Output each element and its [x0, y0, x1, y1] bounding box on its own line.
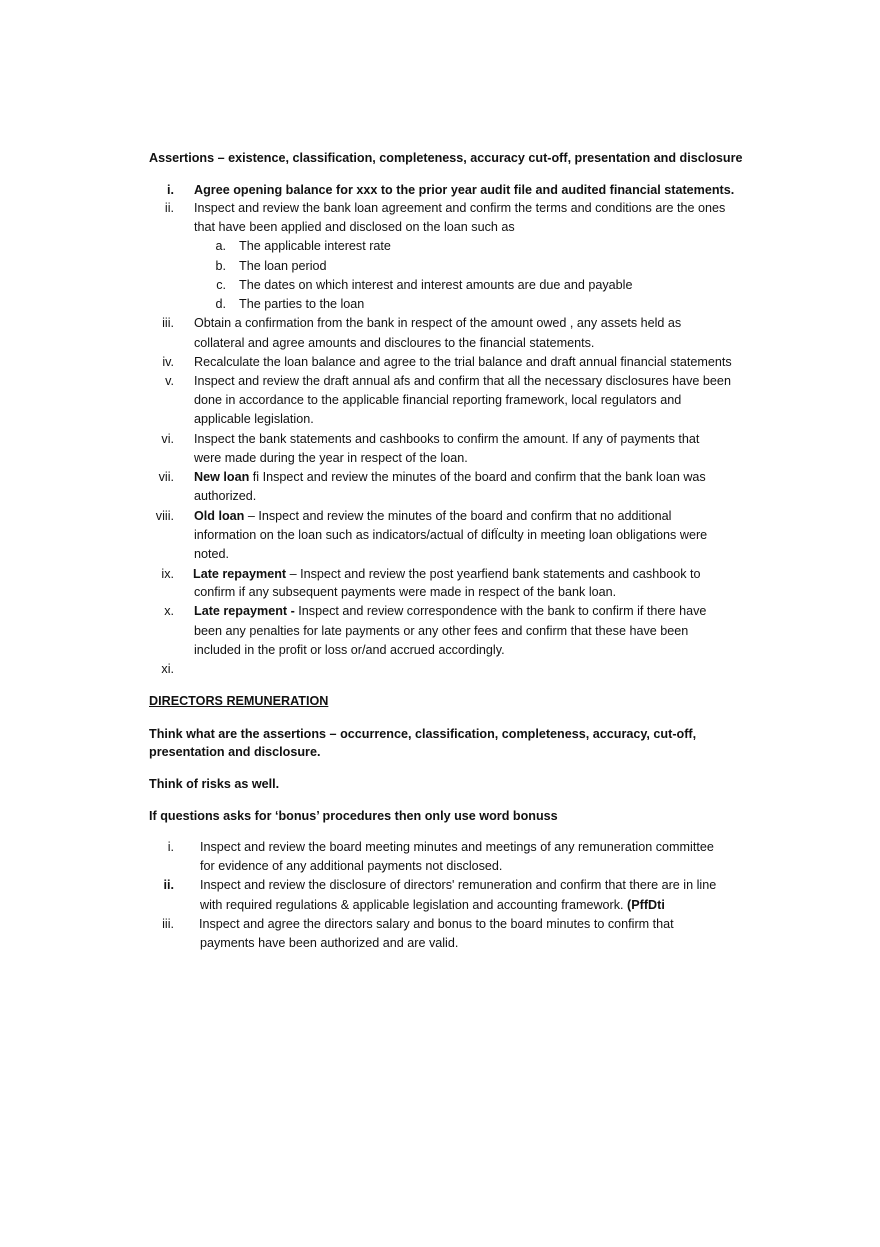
list-number: viii. [155, 509, 174, 523]
list-number: i. [167, 840, 174, 854]
list-item-lead: Old loan [194, 509, 245, 523]
list-item-text: included in the profit or loss or/and accrued accordingly. [194, 643, 505, 657]
sublist-item: The dates on which interest and interest amounts are due and payable [239, 278, 633, 292]
list-item-text: for evidence of any additional payments not disclosed. [200, 859, 503, 873]
sublist-item: The applicable interest rate [239, 239, 391, 253]
list-item-rest: ﬁ Inspect and review the minutes of the board and confirm that the bank loan was [249, 470, 706, 484]
list-item-text [194, 602, 706, 621]
list-item-text: collateral and agree amounts and discloures to the financial statements. [194, 336, 595, 350]
list-item-text: Inspect and review the bank loan agreement and confirm the terms and conditions are the ones [194, 201, 726, 215]
list-item-text: information on the loan such as indicators/actual of difÏculty in meeting loan obligations were [194, 528, 708, 542]
directors-heading: DIRECTORS REMUNERATION [149, 694, 329, 708]
bonus-note: If questions asks for ‘bonus’ procedures then only use word bonuss [149, 809, 558, 823]
list-item-text: Agree opening balance for xxx to the prior year audit file and audited financial statements. [194, 183, 735, 197]
list-item-text: payments have been authorized and are valid. [200, 936, 459, 950]
list-number: vi. [161, 432, 174, 446]
list-item-rest: – Inspect and review the post yearﬁend bank statements and cashbook to [286, 567, 701, 581]
list-item-text: Inspect and agree the directors salary and bonus to the board minutes to confirm that [199, 917, 674, 931]
list-item-text: authorized. [194, 489, 257, 503]
list-item-text [194, 507, 671, 526]
list-item-text: been any penalties for late payments or any other fees and confirm that these have been [194, 624, 689, 638]
sublist-letter: d. [215, 297, 226, 311]
list-item-text [193, 565, 701, 584]
list-number: vii. [158, 470, 174, 484]
list-number: ii. [163, 878, 174, 892]
list-item-text: noted. [194, 547, 230, 561]
list-number: iii. [162, 316, 174, 330]
think-risks: Think of risks as well. [149, 777, 280, 791]
list-item-text: were made during the year in respect of the loan. [194, 451, 468, 465]
list-number: iii. [162, 917, 174, 931]
list-item-rest: – Inspect and review the minutes of the board and confirm that no additional [244, 509, 672, 523]
think-assertions-line-1: Think what are the assertions – occurrence, classification, completeness, accuracy, cut-off, [149, 727, 697, 741]
list-number: xi. [161, 662, 174, 676]
list-number: ix. [161, 567, 174, 581]
list-number: iv. [162, 355, 174, 369]
sublist-letter: b. [215, 259, 226, 273]
list-item-text: confirm if any subsequent payments were made in respect of the bank loan. [194, 585, 617, 599]
assertions-heading: Assertions – existence, classification, completeness, accuracy cut-off, presentation and disclosure [149, 151, 743, 165]
list-number: i. [167, 183, 174, 197]
list-item-text: applicable legislation. [194, 412, 314, 426]
list-item-text: Recalculate the loan balance and agree to the trial balance and draft annual financial statements [194, 355, 732, 369]
list-item-lead: Late repayment [193, 567, 287, 581]
list-item-text: done in accordance to the applicable financial reporting framework, local regulators and [194, 393, 682, 407]
sublist-item: The parties to the loan [239, 297, 365, 311]
list-item-lead: New loan [194, 470, 250, 484]
list-number: v. [165, 374, 174, 388]
sublist-letter: c. [216, 278, 226, 292]
list-number: x. [164, 604, 174, 618]
list-item-rest: with required regulations & applicable legislation and accounting framework. [200, 898, 628, 912]
list-number: ii. [164, 201, 174, 215]
list-item-text: Inspect and review the board meeting minutes and meetings of any remuneration committee [200, 840, 714, 854]
list-item-text: that have been applied and disclosed on the loan such as [194, 220, 515, 234]
think-assertions-line-2: presentation and disclosure. [149, 745, 321, 759]
list-item-text [194, 468, 706, 487]
list-item-text: Inspect the bank statements and cashbooks to confirm the amount. If any of payments that [194, 432, 700, 446]
sublist-letter: a. [215, 239, 226, 253]
list-item-text: Inspect and review the disclosure of directors' remuneration and confirm that there are in line [200, 878, 717, 892]
list-item-lead: Late repayment - [194, 604, 295, 618]
list-item-tail: (PffDti [627, 898, 665, 912]
list-item-rest: Inspect and review correspondence with the bank to confirm if there have [294, 604, 707, 618]
list-item-text: Inspect and review the draft annual afs and confirm that all the necessary disclosures have been [194, 374, 731, 388]
list-item-text: Obtain a confirmation from the bank in respect of the amount owed , any assets held as [194, 316, 682, 330]
sublist-item: The loan period [239, 259, 327, 273]
list-item-text [200, 896, 665, 915]
